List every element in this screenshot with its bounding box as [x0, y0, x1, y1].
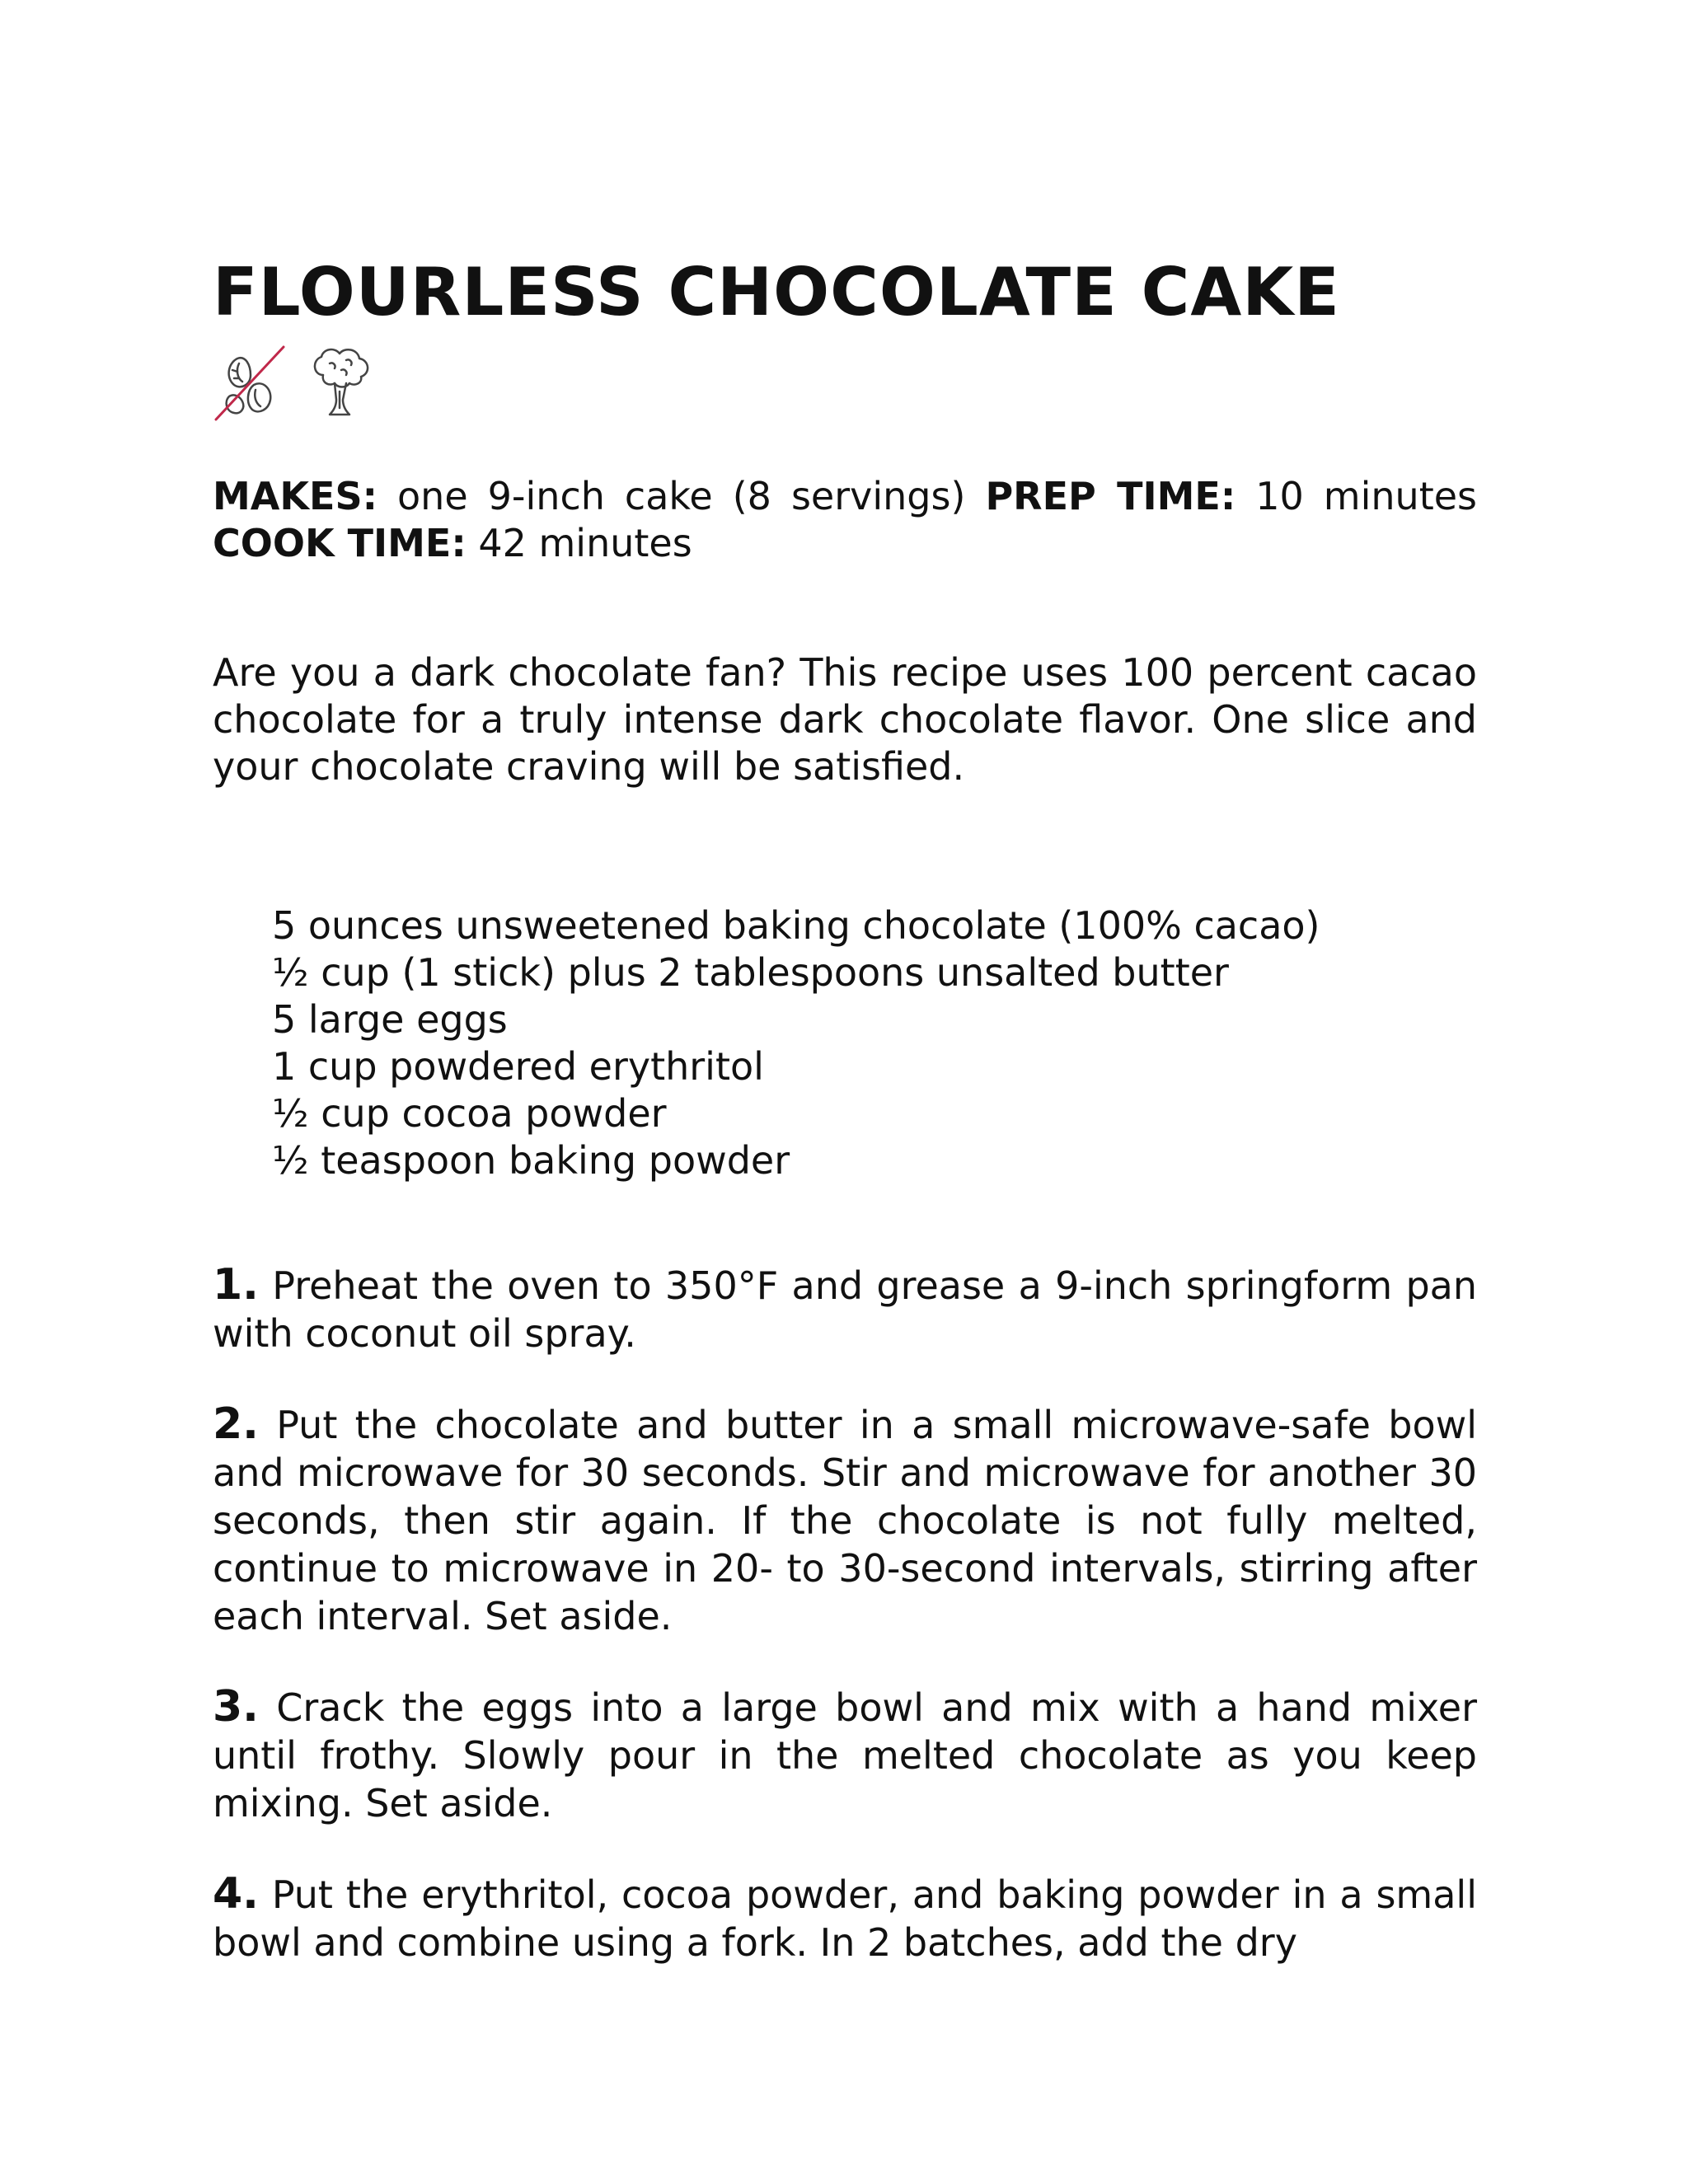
- recipe-title: FLOURLESS CHOCOLATE CAKE: [213, 254, 1340, 330]
- instruction-step: [213, 1400, 1477, 1640]
- step-text: Preheat the oven to 350°F and grease a 9-inch springform pan with coconut oil spray.: [213, 1263, 1478, 1356]
- prep-time-value: 10 minutes: [1255, 474, 1478, 518]
- ingredient-item: ½ cup cocoa powder: [272, 1091, 667, 1136]
- step-number: 1.: [213, 1260, 259, 1310]
- ingredient-item: 5 ounces unsweetened baking chocolate (100% cacao): [272, 903, 1320, 948]
- ingredient-item: 5 large eggs: [272, 997, 508, 1042]
- no-nut-icon: [213, 342, 287, 424]
- makes-value: one 9-inch cake (8 servings): [397, 474, 966, 518]
- instruction-step: [213, 1261, 1477, 1357]
- vegetable-icon: [305, 342, 379, 424]
- ingredient-list: [213, 902, 1477, 1184]
- cook-time-label: COOK TIME:: [213, 521, 467, 565]
- ingredient-item: ½ cup (1 stick) plus 2 tablespoons unsalted butter: [272, 950, 1229, 995]
- instruction-step: [213, 1870, 1477, 1966]
- dietary-icons: [213, 338, 1477, 429]
- cook-time-value: 42 minutes: [478, 521, 692, 565]
- step-text: Put the chocolate and butter in a small microwave-safe bowl and microwave for 30 seconds. Stir and microwave for another 30 seconds, then stir again. If the chocolate is not fully melted, continue to microwave in 20- to 30-second intervals, stirring after each interval. Set aside.: [213, 1403, 1478, 1638]
- recipe-meta: [213, 473, 1477, 567]
- ingredient-item: 1 cup powdered erythritol: [272, 1044, 764, 1089]
- step-number: 4.: [213, 1869, 259, 1919]
- step-number: 3.: [213, 1682, 259, 1732]
- ingredient-item: ½ teaspoon baking powder: [272, 1138, 790, 1183]
- recipe-intro: Are you a dark chocolate fan? This recipe uses 100 percent cacao chocolate for a truly intense dark chocolate flavor. One slice and your chocolate craving will be satisfied.: [213, 650, 1477, 789]
- step-number: 2.: [213, 1399, 259, 1449]
- instruction-steps: [213, 1261, 1477, 1966]
- step-text: Crack the eggs into a large bowl and mix with a hand mixer until frothy. Slowly pour in the melted chocolate as you keep mixing. Set aside.: [213, 1685, 1478, 1825]
- prep-time-label: PREP TIME:: [985, 474, 1236, 518]
- instruction-step: [213, 1683, 1477, 1827]
- makes-label: MAKES:: [213, 474, 377, 518]
- recipe-page: [213, 247, 1477, 2009]
- step-text: Put the erythritol, cocoa powder, and baking powder in a small bowl and combine using a fork. In 2 batches, add the dry: [213, 1872, 1477, 1965]
